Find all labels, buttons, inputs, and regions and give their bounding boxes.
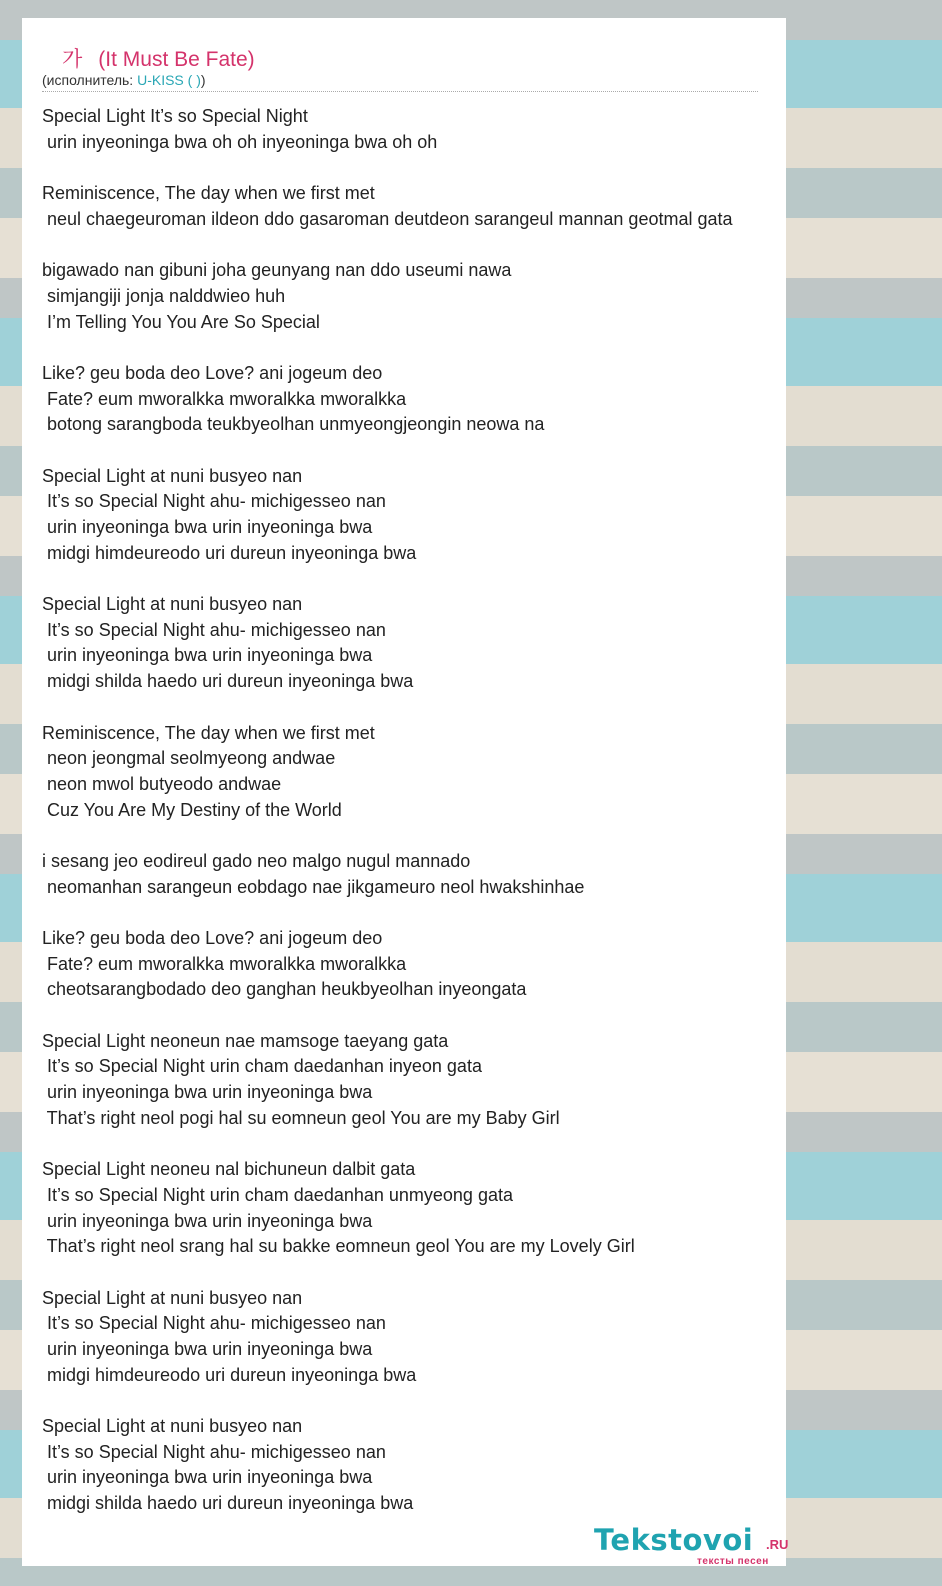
song-title-text: (It Must Be Fate) [98,48,255,71]
lyrics-line: That’s right neol srang hal su bakke eomneun geol You are my Lovely Girl [42,1236,635,1257]
lyrics-line: Fate? eum mworalkka mworalkka mworalkka [42,388,407,409]
lyrics-line: urin inyeoninga bwa urin inyeoninga bwa [42,1082,373,1103]
lyrics-blank-line [42,1003,942,1029]
lyrics-line: midgi himdeureodo uri dureun inyeoninga bwa [42,542,417,563]
lyrics-line: It’s so Special Night ahu- michigesseo nan [42,1441,386,1462]
lyrics-line: urin inyeoninga bwa urin inyeoninga bwa [42,517,373,537]
lyrics-body [42,104,942,1517]
lyrics-line: midgi himdeureodo uri dureun inyeoninga bwa [42,1364,417,1385]
lyrics-blank-line [42,695,942,721]
lyrics-blank-line [42,1132,942,1158]
lyrics-blank-line [42,823,942,849]
lyrics-line: urin inyeoninga bwa urin inyeoninga bwa [42,1467,373,1488]
site-logo[interactable] [594,1523,794,1573]
artist-suffix: ) [200,72,206,88]
logo-tagline: тексты песен [697,1556,769,1567]
lyrics-line: Like? geu boda deo Love? ani jogeum deo [42,362,383,383]
lyrics-line: midgi shilda haedo uri dureun inyeoninga bwa [42,1493,414,1514]
lyrics-blank-line [42,155,942,181]
lyrics-line: Like? geu boda deo Love? ani jogeum deo [42,928,383,948]
artist-prefix: (исполнитель: [42,72,138,88]
lyrics-line: Reminiscence, The day when we first met [42,183,375,204]
lyrics-line: cheotsarangbodado deo ganghan heukbyeolhan inyeongata [42,979,527,1000]
lyrics-line: urin inyeoninga bwa oh oh inyeoninga bwa oh oh [42,131,438,152]
song-title [62,43,255,73]
lyrics-line: urin inyeoninga bwa urin inyeoninga bwa [42,645,373,666]
lyrics-line: bigawado nan gibuni joha geunyang nan ddo useumi nawa [42,260,512,281]
lyrics-line: neomanhan sarangeun eobdago nae jikgameuro neol hwakshinhae [42,876,585,897]
lyrics-line: neon jeongmal seolmyeong andwae [42,748,336,769]
lyrics-blank-line [42,566,942,592]
lyrics-line: It’s so Special Night ahu- michigesseo nan [42,619,386,640]
lyrics-line: That’s right neol pogi hal su eomneun geol You are my Baby Girl [42,1107,560,1128]
logo-domain: .RU [766,1537,789,1552]
lyrics-line: simjangiji jonja nalddwieo huh [42,285,286,306]
lyrics-line: Special Light at nuni busyeo nan [42,594,303,615]
lyrics-blank-line [42,232,942,258]
lyrics-line: Special Light It’s so Special Night [42,106,308,126]
logo-wordmark: Tekstovoi [594,1523,754,1557]
song-title-hangul: 가 [62,48,83,71]
lyrics-blank-line [42,1388,942,1414]
lyrics-line: It’s so Special Night ahu- michigesseo nan [42,491,386,512]
lyrics-line: Cuz You Are My Destiny of the World [42,799,342,820]
lyrics-card [22,18,789,1567]
lyrics-line: Special Light at nuni busyeo nan [42,465,303,486]
lyrics-line: Special Light at nuni busyeo nan [42,1287,303,1308]
lyrics-blank-line [42,1260,942,1286]
artist-link[interactable]: U-KISS ( ) [137,72,201,88]
lyrics-line: urin inyeoninga bwa urin inyeoninga bwa [42,1210,373,1231]
lyrics-line: Special Light neoneun nae mamsoge taeyang gata [42,1030,449,1051]
lyrics-line: I’m Telling You You Are So Special [42,311,320,332]
lyrics-line: i sesang jeo eodireul gado neo malgo nugul mannado [42,850,471,871]
header-divider [42,91,758,92]
lyrics-line: urin inyeoninga bwa urin inyeoninga bwa [42,1339,373,1359]
lyrics-blank-line [42,335,942,361]
lyrics-blank-line [42,900,942,926]
lyrics-line: midgi shilda haedo uri dureun inyeoninga bwa [42,671,414,692]
lyrics-blank-line [42,438,942,464]
lyrics-line: neon mwol butyeodo andwae [42,773,282,794]
lyrics-line: Special Light at nuni busyeo nan [42,1416,303,1437]
lyrics-line: neul chaegeuroman ildeon ddo gasaroman deutdeon sarangeul mannan geotmal gata [42,208,733,229]
lyrics-line: It’s so Special Night urin cham daedanhan unmyeong gata [42,1184,513,1205]
lyrics-line: It’s so Special Night ahu- michigesseo nan [42,1313,386,1334]
lyrics-line: It’s so Special Night urin cham daedanhan inyeon gata [42,1056,482,1077]
lyrics-line: botong sarangboda teukbyeolhan unmyeongjeongin neowa na [42,414,545,435]
lyrics-line: Fate? eum mworalkka mworalkka mworalkka [42,953,407,974]
lyrics-line: Reminiscence, The day when we first met [42,722,375,743]
lyrics-line: Special Light neoneu nal bichuneun dalbit gata [42,1159,416,1180]
artist-line [42,72,206,88]
